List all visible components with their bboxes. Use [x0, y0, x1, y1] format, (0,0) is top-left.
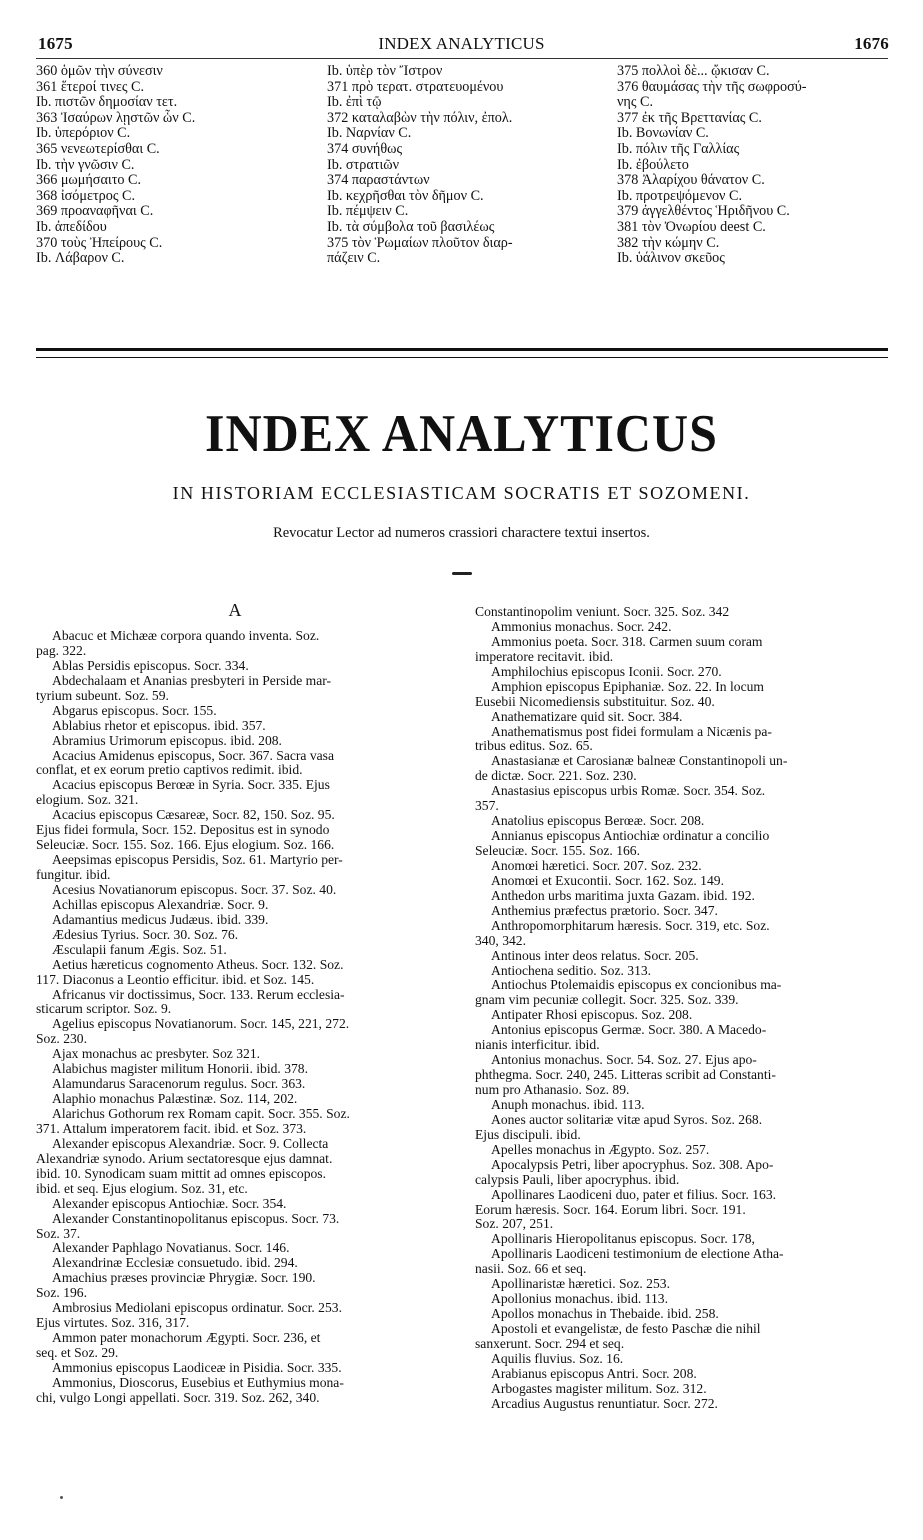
greek-line: 375 πολλοὶ δὲ... ᾤκισαν C.: [617, 63, 770, 79]
greek-line: Ib. προτρεψόμενον C.: [617, 187, 743, 204]
index-line: Ammonius poeta. Socr. 318. Carmen suum coram: [491, 633, 763, 649]
greek-column-3: [617, 64, 806, 267]
index-line: Abramius Urimorum episcopus. ibid. 208.: [52, 732, 282, 748]
index-line: Anuph monachus. ibid. 113.: [491, 1096, 645, 1112]
index-line: Antinous inter deos relatus. Socr. 205.: [491, 947, 699, 963]
index-line: Amphion episcopus Epiphaniæ. Soz. 22. In locum: [491, 678, 764, 694]
section-double-rule: [36, 348, 888, 358]
page-number-right: 1676: [854, 34, 889, 53]
greek-line: 375 τὸν Ῥωμαίων πλοῦτον διαρ-: [327, 234, 513, 251]
index-line: Ammon pater monachorum Ægypti. Socr. 236, et: [52, 1330, 321, 1346]
index-column-left: [36, 629, 448, 1406]
greek-line: Ib. τὴν γνῶσιν C.: [36, 156, 135, 173]
index-line: Ablas Persidis episcopus. Socr. 334.: [52, 657, 249, 673]
index-line: Æsculapii fanum Ægis. Soz. 51.: [52, 941, 227, 957]
greek-line: Ib. ὑπερόριον C.: [36, 125, 131, 142]
greek-line: Ib. Λάβαρον C.: [36, 250, 125, 267]
index-line: Antiochus Ptolemaidis episcopus ex concionibus ma-: [491, 977, 782, 993]
index-line: Apollonius monachus. ibid. 113.: [491, 1291, 668, 1307]
index-subtitle: IN HISTORIAM ECCLESIASTICAM SOCRATIS ET SOZOMENI.: [172, 483, 751, 503]
index-line: Alexandriæ synodo. Arium sectatoresque ejus damnat.: [36, 1150, 333, 1166]
index-line: nianis interficitur. ibid.: [475, 1037, 600, 1053]
greek-line: 360 ὁμῶν τὴν σύνεσιν: [36, 63, 163, 79]
index-line: Soz. 207, 251.: [475, 1216, 554, 1232]
index-line: Achillas episcopus Alexandriæ. Socr. 9.: [52, 896, 269, 912]
index-line: Constantinopolim veniunt. Socr. 325. Soz. 342: [475, 604, 730, 619]
index-line: Apollinares Laodiceni duo, pater et filius. Socr. 163.: [491, 1186, 777, 1202]
index-line: Ammonius episcopus Laodiceæ in Pisidia. Socr. 335.: [52, 1359, 342, 1375]
greek-line: Ib. πόλιν τῆς Γαλλίας: [617, 140, 740, 157]
index-line: Acacius Amidenus episcopus, Socr. 367. Sacra vasa: [52, 747, 335, 763]
greek-line: 365 νενεωτερίσθαι C.: [36, 140, 160, 157]
index-line: tribus editus. Soz. 65.: [475, 738, 593, 754]
greek-line: Ib. Ναρνίαν C.: [327, 125, 412, 142]
index-line: 371. Attalum imperatorem facit. ibid. et Soz. 373.: [36, 1120, 307, 1136]
index-line: num pro Athanasio. Soz. 89.: [475, 1082, 630, 1097]
index-line: Arabianus episcopus Antri. Socr. 208.: [491, 1365, 697, 1381]
index-line: Soz. 230.: [36, 1031, 87, 1047]
running-header: [0, 34, 923, 56]
index-line: Abacuc et Michææ corpora quando inventa. Soz.: [52, 628, 320, 643]
index-title: INDEX ANALYTICUS: [205, 403, 718, 463]
index-line: Ajax monachus ac presbyter. Soz 321.: [52, 1046, 261, 1062]
greek-line: 363 Ἰσαύρων λῃστῶν ὧν C.: [36, 109, 196, 126]
index-line: Amachius præses provinciæ Phrygiæ. Socr. 190.: [52, 1270, 316, 1286]
index-line: Alamundarus Saracenorum regulus. Socr. 363.: [52, 1076, 306, 1092]
greek-line: Ib. Βονωνίαν C.: [617, 125, 709, 142]
index-line: 357.: [475, 798, 499, 814]
index-line: Ammonius monachus. Socr. 242.: [491, 618, 672, 634]
index-line: Antonius episcopus Germæ. Socr. 380. A Macedo-: [491, 1022, 767, 1038]
greek-line: 381 τὸν Ὀνωρίου deest C.: [617, 218, 766, 235]
index-line: calypsis Pauli, liber apocryphus. ibid.: [475, 1171, 680, 1187]
index-line: Alexander Constantinopolitanus episcopus. Socr. 73.: [52, 1210, 340, 1226]
index-line: Soz. 196.: [36, 1285, 87, 1301]
greek-line: Ib. ὑπὲρ τὸν Ἴστρον: [327, 63, 443, 79]
index-line: ibid. 10. Synodicam suam mittit ad omnes episcopos.: [36, 1165, 326, 1181]
index-line: Amphilochius episcopus Iconii. Socr. 270.: [491, 663, 722, 679]
index-line: 340, 342.: [475, 932, 526, 948]
index-line: Acesius Novatianorum episcopus. Socr. 37. Soz. 40.: [52, 881, 337, 897]
index-line: Ammonius, Dioscorus, Eusebius et Euthymius mona-: [52, 1374, 344, 1390]
index-line: Alarichus Gothorum rex Romam capit. Socr. 355. Soz.: [52, 1106, 350, 1121]
section-letter: A: [228, 600, 242, 620]
greek-line: Ib. στρατιῶν: [327, 156, 400, 173]
index-line: Anomœi et Exucontii. Socr. 162. Soz. 149.: [491, 872, 724, 888]
greek-line: 378 Ἀλαρίχου θάνατον C.: [617, 172, 765, 189]
index-line: Apollinaristæ hæretici. Soz. 253.: [491, 1276, 670, 1292]
index-line: Ædesius Tyrius. Socr. 30. Soz. 76.: [52, 926, 239, 942]
greek-line: 379 ἀγγελθέντος Ἡριδῆνου C.: [617, 203, 790, 220]
ornament-dash: [452, 572, 472, 575]
greek-line: 366 μωμήσαιτο C.: [36, 172, 142, 189]
greek-line: Ib. ἀπεδίδου: [36, 218, 107, 235]
running-title: INDEX ANALYTICUS: [378, 34, 545, 53]
index-line: tyrium subeunt. Soz. 59.: [36, 687, 169, 703]
index-line: sanxerunt. Socr. 294 et seq.: [475, 1335, 625, 1351]
index-line: Ejus fidei formula, Socr. 152. Depositus est in synodo: [36, 822, 330, 838]
index-line: Ablabius rhetor et episcopus. ibid. 357.: [52, 717, 266, 733]
greek-line: 372 καταλαβὼν τὴν πόλιν, ἐπολ.: [327, 109, 513, 126]
index-line: Agelius episcopus Novatianorum. Socr. 145, 221, 272.: [52, 1016, 350, 1032]
index-line: Abdechalaam et Ananias presbyteri in Perside mar-: [52, 672, 332, 688]
index-line: sticarum scriptor. Soz. 9.: [36, 1001, 172, 1017]
index-line: 117. Diaconus a Leontio efficitur. ibid. et Soz. 145.: [36, 971, 315, 987]
greek-line: Ib. ὑάλινον σκεῦος: [617, 250, 725, 267]
index-line: de dictæ. Socr. 221. Soz. 230.: [475, 768, 637, 784]
index-line: Alexandrinæ Ecclesiæ consuetudo. ibid. 294.: [52, 1255, 298, 1271]
greek-line: 370 τοὺς Ἠπείρους C.: [36, 234, 163, 251]
index-line: Apostoli et evangelistæ, de festo Paschæ die nihil: [491, 1321, 761, 1336]
index-line: Alexander Paphlago Novatianus. Socr. 146.: [52, 1240, 290, 1256]
index-line: Anastasianæ et Carosianæ balneæ Constantinopoli un-: [491, 753, 788, 769]
index-line: Aones auctor solitariæ vitæ apud Syros. Soz. 268.: [491, 1111, 763, 1127]
greek-line: νης C.: [617, 94, 654, 111]
index-line: Apollinaris Laodiceni testimonium de electione Atha-: [491, 1246, 784, 1262]
header-rule: [36, 58, 888, 59]
greek-line: Ib. κεχρῆσθαι τὸν δῆμον C.: [327, 187, 484, 204]
index-line: Abgarus episcopus. Socr. 155.: [52, 702, 217, 718]
greek-line: Ib. τὰ σύμβολα τοῦ βασιλέως: [327, 218, 495, 235]
index-line: ibid. et seq. Ejus elogium. Soz. 31, etc.: [36, 1180, 248, 1196]
index-line: imperatore recitavit. ibid.: [475, 648, 614, 664]
greek-line: 368 ἰσόμετρος C.: [36, 187, 136, 204]
index-line: Antiochena seditio. Soz. 313.: [491, 962, 652, 978]
greek-line: 382 τὴν κώμην C.: [617, 234, 720, 251]
index-line: Soz. 37.: [36, 1225, 81, 1241]
index-line: Eorum hæresis. Socr. 164. Eorum libri. Socr. 191.: [475, 1201, 746, 1217]
index-line: Annianus episcopus Antiochiæ ordinatur a concilio: [491, 828, 770, 844]
index-line: Ejus discipuli. ibid.: [475, 1126, 581, 1142]
index-line: Antipater Rhosi episcopus. Soz. 208.: [491, 1007, 693, 1023]
index-line: pag. 322.: [36, 642, 87, 658]
index-line: Anastasius episcopus urbis Romæ. Socr. 354. Soz.: [491, 783, 766, 799]
print-speck: [60, 1496, 63, 1499]
index-line: chi, vulgo Longi appellati. Socr. 319. Soz. 262, 340.: [36, 1389, 320, 1405]
greek-line: Ib. ἐβούλετο: [617, 156, 689, 173]
index-line: Eusebii Nicomediensis substituitur. Soz. 40.: [475, 693, 715, 709]
index-line: Anthemius præfectus prætorio. Socr. 347.: [491, 902, 718, 918]
greek-line: 376 θαυμάσας τὴν τῆς σωφροσύ-: [617, 78, 807, 95]
greek-line: 374 συνήθως: [327, 140, 403, 157]
index-line: Anthedon urbs maritima juxta Gazam. ibid. 192.: [491, 887, 755, 903]
greek-line: Ib. πέμψειν C.: [327, 203, 409, 220]
index-line: Ejus virtutes. Soz. 316, 317.: [36, 1315, 190, 1331]
index-line: Acacius episcopus Cæsareæ, Socr. 82, 150. Soz. 95.: [52, 807, 335, 823]
greek-line: 377 ἐκ τῆς Βρεττανίας C.: [617, 109, 762, 126]
greek-line: Ib. ἐπὶ τῷ: [327, 94, 382, 111]
greek-column-1: [36, 64, 195, 267]
index-line: Anatolius episcopus Berœæ. Socr. 208.: [491, 813, 705, 829]
greek-line: πάζειν C.: [327, 250, 381, 267]
greek-line: 369 προαναφῆναι C.: [36, 203, 154, 220]
index-line: Ambrosius Mediolani episcopus ordinatur. Socr. 253.: [52, 1300, 342, 1316]
reader-note: Revocatur Lector ad numeros crassiori charactere textui insertos.: [273, 525, 650, 541]
index-line: Aquilis fluvius. Soz. 16.: [491, 1350, 624, 1366]
index-line: Africanus vir doctissimus, Socr. 133. Rerum ecclesia-: [52, 986, 345, 1002]
index-line: seq. et Soz. 29.: [36, 1345, 119, 1360]
index-line: Alexander episcopus Alexandriæ. Socr. 9. Collecta: [52, 1135, 329, 1151]
index-line: Anathematizare quid sit. Socr. 384.: [491, 708, 683, 724]
greek-line: 374 παραστάντων: [327, 172, 430, 189]
index-line: Apollos monachus in Thebaide. ibid. 258.: [491, 1306, 719, 1322]
index-line: Seleuciæ. Socr. 155. Soz. 166. Ejus elogium. Soz. 166.: [36, 837, 335, 853]
index-line: Anthropomorphitarum hæresis. Socr. 319, etc. Soz.: [491, 917, 770, 933]
index-line: gnam vim pecuniæ collegit. Socr. 325. Soz. 339.: [475, 992, 739, 1008]
index-line: Apocalypsis Petri, liber apocryphus. Soz. 308. Apo-: [491, 1156, 774, 1172]
index-line: elogium. Soz. 321.: [36, 792, 139, 808]
greek-line: Ib. πιστῶν δημοσίαν τετ.: [36, 94, 178, 111]
index-line: Adamantius medicus Judæus. ibid. 339.: [52, 911, 269, 927]
index-line: Alexander episcopus Antiochiæ. Socr. 354.: [52, 1195, 287, 1211]
index-line: Acacius episcopus Berœæ in Syria. Socr. 335. Ejus: [52, 777, 330, 793]
index-line: Arbogastes magister militum. Soz. 312.: [491, 1380, 707, 1396]
index-line: Aeepsimas episcopus Persidis, Soz. 61. Martyrio per-: [52, 852, 343, 868]
index-line: fungitur. ibid.: [36, 867, 111, 882]
page-number-left: 1675: [38, 34, 73, 53]
index-line: Antonius monachus. Socr. 54. Soz. 27. Ejus apo-: [491, 1052, 757, 1068]
greek-line: 361 ἕτεροί τινες C.: [36, 78, 145, 95]
greek-column-2: [327, 64, 513, 267]
index-line: phthegma. Socr. 240, 245. Litteras scribit ad Constanti-: [475, 1067, 776, 1083]
index-line: Apollinaris Hieropolitanus episcopus. Socr. 178,: [491, 1231, 755, 1247]
index-column-right: [475, 605, 887, 1412]
index-line: Apelles monachus in Ægypto. Soz. 257.: [491, 1141, 710, 1157]
index-line: Alaphio monachus Palæstinæ. Soz. 114, 202.: [52, 1091, 298, 1107]
index-line: conflat, et ex eorum pretio captivos redimit. ibid.: [36, 762, 303, 778]
index-line: Seleuciæ. Socr. 155. Soz. 166.: [475, 843, 641, 858]
index-line: Aetius hæreticus cognomento Atheus. Socr. 132. Soz.: [52, 956, 344, 972]
index-line: Arcadius Augustus renuntiatur. Socr. 272.: [491, 1395, 718, 1411]
index-line: Anomœi hæretici. Socr. 207. Soz. 232.: [491, 857, 702, 873]
greek-line: 371 πρὸ τερατ. στρατευομένου: [327, 78, 504, 95]
index-line: Alabichus magister militum Honorii. ibid. 378.: [52, 1061, 308, 1077]
index-line: Anathematismus post fidei formulam a Nicænis pa-: [491, 723, 772, 739]
index-line: nasii. Soz. 66 et seq.: [475, 1261, 587, 1277]
